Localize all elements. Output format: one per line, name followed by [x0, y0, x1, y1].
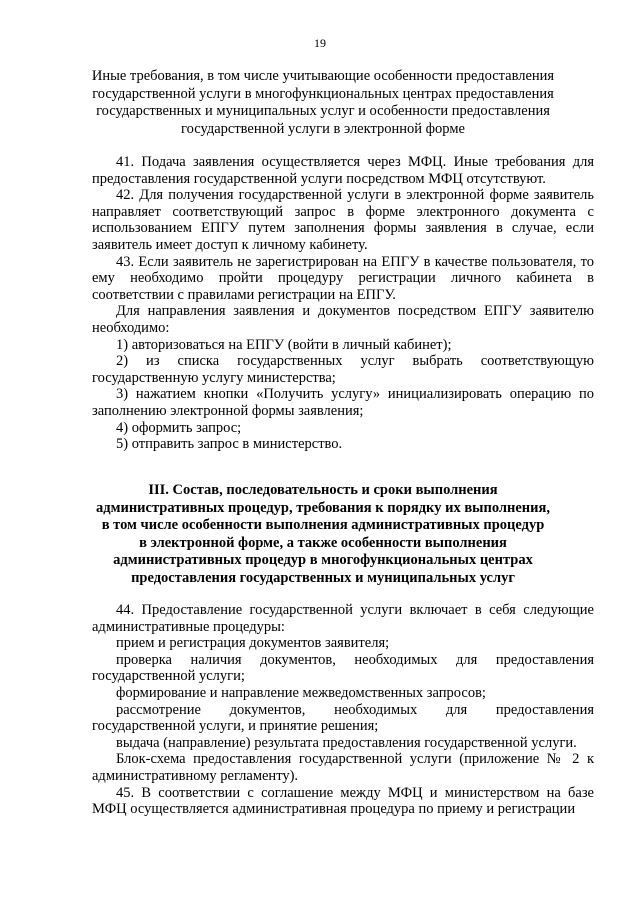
procedure-item: выдача (направление) результата предоставления государственной услуги. — [116, 734, 577, 751]
procedure-item: формирование и направление межведомственных запросов; — [116, 684, 486, 701]
part-title-line: предоставления государственных и муниципальных услуг — [131, 569, 515, 586]
procedure-item: прием и регистрация документов заявителя; — [116, 635, 390, 652]
section-heading-line: государственной услуги в электронной форме — [181, 120, 465, 137]
paragraph-epgu-intro: Для направления заявления и документов посредством ЕПГУ заявителю необходимо: — [92, 303, 594, 336]
paragraph-44: 44. Предоставление государственной услуги включает в себя следующие административные процедуры: — [92, 602, 594, 635]
paragraph-41: 41. Подача заявления осуществляется через МФЦ. Иные требования для предоставления государственной услуги посредством МФЦ отсутствуют. — [92, 154, 594, 187]
page-number: 19 — [314, 36, 326, 50]
section-heading-line: государственных и муниципальных услуг и особенности предоставления — [96, 103, 550, 120]
paragraph-flowchart-note: Блок-схема предоставления государственной услуги (приложение № 2 к административному регламенту). — [92, 751, 594, 784]
part-title-line: административных процедур в многофункциональных центрах — [113, 552, 533, 569]
part-title-line: в электронной форме, а также особенности выполнения — [139, 534, 507, 551]
procedure-item: рассмотрение документов, необходимых для предоставления государственной услуги, и принятие решения; — [92, 701, 594, 735]
procedure-item: проверка наличия документов, необходимых для предоставления государственной услуги; — [92, 651, 594, 685]
part-title-line: административных процедур, требования к порядку их выполнения, — [96, 499, 550, 516]
list-item-4: 4) оформить запрос; — [116, 419, 242, 436]
part-title-line: III. Состав, последовательность и сроки выполнения — [148, 482, 498, 498]
list-item-2: 2) из списка государственных услуг выбрать соответствующую государственную услугу министерства; — [92, 353, 594, 386]
paragraph-42: 42. Для получения государственной услуги в электронной форме заявитель направляет соответствующий запрос в форме электронного документа с использованием ЕПГУ путем заполнения формы заявления в случае, если заявитель имеет доступ к личному кабинету. — [92, 187, 594, 253]
paragraph-43: 43. Если заявитель не зарегистрирован на ЕПГУ в качестве пользователя, то ему необходимо пройти процедуру регистрации личного кабинета в соответствии с правилами регистрации на ЕПГУ. — [92, 253, 594, 303]
section-heading-line: государственной услуги в многофункциональных центрах предоставления — [92, 85, 554, 102]
paragraph-45: 45. В соответствии с соглашение между МФЦ и министерством на базе МФЦ осуществляется административная процедура по приему и регистрации — [92, 784, 594, 818]
section-heading — [88, 68, 558, 138]
body-text-block-2 — [92, 602, 594, 818]
part-title — [88, 482, 558, 588]
list-item-1: 1) авторизоваться на ЕПГУ (войти в личный кабинет); — [116, 336, 452, 353]
list-item-3: 3) нажатием кнопки «Получить услугу» инициализировать операцию по заполнению электронной формы заявления; — [92, 386, 594, 419]
part-title-line: в том числе особенности выполнения административных процедур — [101, 517, 545, 534]
list-item-5: 5) отправить запрос в министерство. — [116, 436, 343, 453]
section-heading-line: Иные требования, в том числе учитывающие особенности предоставления — [91, 68, 555, 84]
body-text-block-1 — [92, 154, 594, 453]
